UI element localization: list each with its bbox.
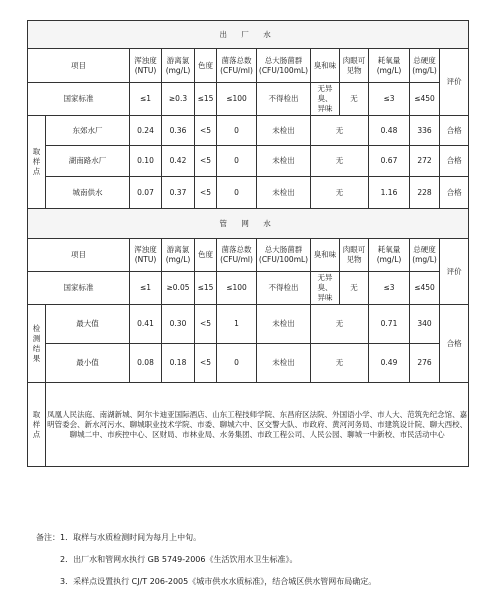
location-name: 城南供水 xyxy=(46,177,130,209)
item-header: 项目 xyxy=(28,239,130,272)
bacteria-header: 菌落总数 (CFU/ml) xyxy=(217,49,257,83)
odor-visible-value: 无 xyxy=(311,305,369,344)
notes-prefix: 备注： xyxy=(36,533,60,542)
chlorine-value: 0.30 xyxy=(162,305,195,344)
standard-value: ≤3 xyxy=(369,272,410,305)
item-header: 项目 xyxy=(28,49,130,83)
standard-value: 不得检出 xyxy=(257,83,311,116)
turbidity-value: 0.41 xyxy=(130,305,162,344)
standard-value: 无异臭、 异味 xyxy=(311,83,340,116)
location-name: 东郊水厂 xyxy=(46,116,130,146)
cod-header: 耗氧量 (mg/L) xyxy=(369,49,410,83)
note-text: 2．出厂水和管网水执行 GB 5749-2006《生活饮用水卫生标准》。 xyxy=(60,555,298,564)
odor-visible-value: 无 xyxy=(311,146,369,177)
standard-value: 不得检出 xyxy=(257,272,311,305)
hardness-header: 总硬度 (mg/L) xyxy=(410,49,440,83)
standard-value: 无 xyxy=(340,83,369,116)
hardness-value: 228 xyxy=(410,177,440,209)
standard-value: 无异臭、 异味 xyxy=(311,272,340,305)
color-value: <5 xyxy=(195,305,217,344)
coliform-value: 未检出 xyxy=(257,146,311,177)
network-header-row xyxy=(28,239,469,272)
chlorine-header: 游离氯 (mg/L) xyxy=(162,49,195,83)
odor-header: 臭和味 xyxy=(311,49,340,83)
test-result-label: 检 测 结 果 xyxy=(28,305,46,383)
table-row xyxy=(28,305,469,344)
standard-value: ≥0.3 xyxy=(162,83,195,116)
hardness-header: 总硬度 (mg/L) xyxy=(410,239,440,272)
standard-label: 国家标准 xyxy=(28,83,130,116)
turbidity-value: 0.10 xyxy=(130,146,162,177)
network-standard-row xyxy=(28,272,469,305)
coliform-value: 未检出 xyxy=(257,177,311,209)
standard-value: ≤1 xyxy=(130,272,162,305)
table-row xyxy=(28,344,469,383)
standard-value: ≤1 xyxy=(130,83,162,116)
plant-water-section-title: 出 厂 水 xyxy=(28,21,469,49)
note-item xyxy=(36,549,376,571)
visible-matter-header: 肉眼可 见物 xyxy=(340,239,369,272)
standard-value: 无 xyxy=(340,272,369,305)
note-text: 1．取样与水质检测时间为每月上中旬。 xyxy=(60,533,202,542)
standard-value: ≤450 xyxy=(410,272,440,305)
color-value: <5 xyxy=(195,146,217,177)
odor-visible-value: 无 xyxy=(311,177,369,209)
table-row xyxy=(28,116,469,146)
sampling-sites-label: 取 样 点 xyxy=(28,383,46,467)
color-value: <5 xyxy=(195,177,217,209)
standard-value: ≤15 xyxy=(195,272,217,305)
coliform-header: 总大肠菌群 (CFU/100mL) xyxy=(257,239,311,272)
chlorine-value: 0.36 xyxy=(162,116,195,146)
standard-value: ≥0.05 xyxy=(162,272,195,305)
cod-header: 耗氧量 (mg/L) xyxy=(369,239,410,272)
hardness-value: 336 xyxy=(410,116,440,146)
water-quality-report xyxy=(27,20,468,467)
color-header: 色度 xyxy=(195,49,217,83)
standard-label: 国家标准 xyxy=(28,272,130,305)
evaluation-header: 评价 xyxy=(440,239,469,305)
standard-value: ≤3 xyxy=(369,83,410,116)
bacteria-header: 菌落总数 (CFU/ml) xyxy=(217,239,257,272)
bacteria-value: 0 xyxy=(217,146,257,177)
bacteria-value: 1 xyxy=(217,305,257,344)
hardness-value: 272 xyxy=(410,146,440,177)
bacteria-value: 0 xyxy=(217,116,257,146)
odor-header: 臭和味 xyxy=(311,239,340,272)
odor-visible-value: 无 xyxy=(311,344,369,383)
color-value: <5 xyxy=(195,116,217,146)
standard-value: ≤15 xyxy=(195,83,217,116)
stat-name: 最大值 xyxy=(46,305,130,344)
evaluation-value: 合格 xyxy=(440,116,469,146)
note-text: 3．采样点设置执行 CJ/T 206-2005《城市供水水质标准》，结合城区供水管网布局确定。 xyxy=(60,577,377,586)
table-row xyxy=(28,146,469,177)
cod-value: 1.16 xyxy=(369,177,410,209)
bacteria-value: 0 xyxy=(217,177,257,209)
hardness-value: 340 xyxy=(410,305,440,344)
note-item xyxy=(36,571,376,593)
standard-value: ≤100 xyxy=(217,83,257,116)
chlorine-value: 0.18 xyxy=(162,344,195,383)
stat-name: 最小值 xyxy=(46,344,130,383)
plant-header-row xyxy=(28,49,469,83)
cod-value: 0.71 xyxy=(369,305,410,344)
bacteria-value: 0 xyxy=(217,344,257,383)
sampling-point-label: 取 样 点 xyxy=(28,116,46,209)
visible-matter-header: 肉眼可 见物 xyxy=(340,49,369,83)
location-name: 湖南路水厂 xyxy=(46,146,130,177)
color-header: 色度 xyxy=(195,239,217,272)
network-water-section-title: 管 网 水 xyxy=(28,209,469,239)
evaluation-value: 合格 xyxy=(440,146,469,177)
turbidity-header: 浑浊度 (NTU) xyxy=(130,49,162,83)
chlorine-value: 0.37 xyxy=(162,177,195,209)
chlorine-header: 游离氯 (mg/L) xyxy=(162,239,195,272)
sampling-sites-row xyxy=(28,383,469,467)
chlorine-value: 0.42 xyxy=(162,146,195,177)
coliform-value: 未检出 xyxy=(257,344,311,383)
turbidity-value: 0.24 xyxy=(130,116,162,146)
evaluation-value: 合格 xyxy=(440,305,469,383)
coliform-value: 未检出 xyxy=(257,116,311,146)
table-row xyxy=(28,177,469,209)
coliform-header: 总大肠菌群 (CFU/100mL) xyxy=(257,49,311,83)
evaluation-value: 合格 xyxy=(440,177,469,209)
standard-value: ≤100 xyxy=(217,272,257,305)
cod-value: 0.67 xyxy=(369,146,410,177)
odor-visible-value: 无 xyxy=(311,116,369,146)
turbidity-value: 0.08 xyxy=(130,344,162,383)
evaluation-header: 评价 xyxy=(440,49,469,116)
cod-value: 0.49 xyxy=(369,344,410,383)
coliform-value: 未检出 xyxy=(257,305,311,344)
plant-standard-row xyxy=(28,83,469,116)
water-quality-table xyxy=(27,20,469,467)
note-item xyxy=(36,527,376,549)
cod-value: 0.48 xyxy=(369,116,410,146)
color-value: <5 xyxy=(195,344,217,383)
notes xyxy=(36,527,376,593)
sampling-sites-list: 凤凰人民法庭、南湖新城、阿尔卡迪亚国际酒店、山东工程技师学院、东昌府区法院、外国语小学、市人大、范筑先纪念馆、嘉明管委会、新水河污水、聊城职业技术学院、市委、聊城六中、区交警大队、市政府、黄河河务局、市建筑设计院、聊大西校、聊城二中、市疾控中心、区财局、市林业局、水务集团、市政工程公司、人民公园、聊城一中新校、市民活动中心 xyxy=(46,383,469,467)
turbidity-value: 0.07 xyxy=(130,177,162,209)
standard-value: ≤450 xyxy=(410,83,440,116)
turbidity-header: 浑浊度 (NTU) xyxy=(130,239,162,272)
hardness-value: 276 xyxy=(410,344,440,383)
